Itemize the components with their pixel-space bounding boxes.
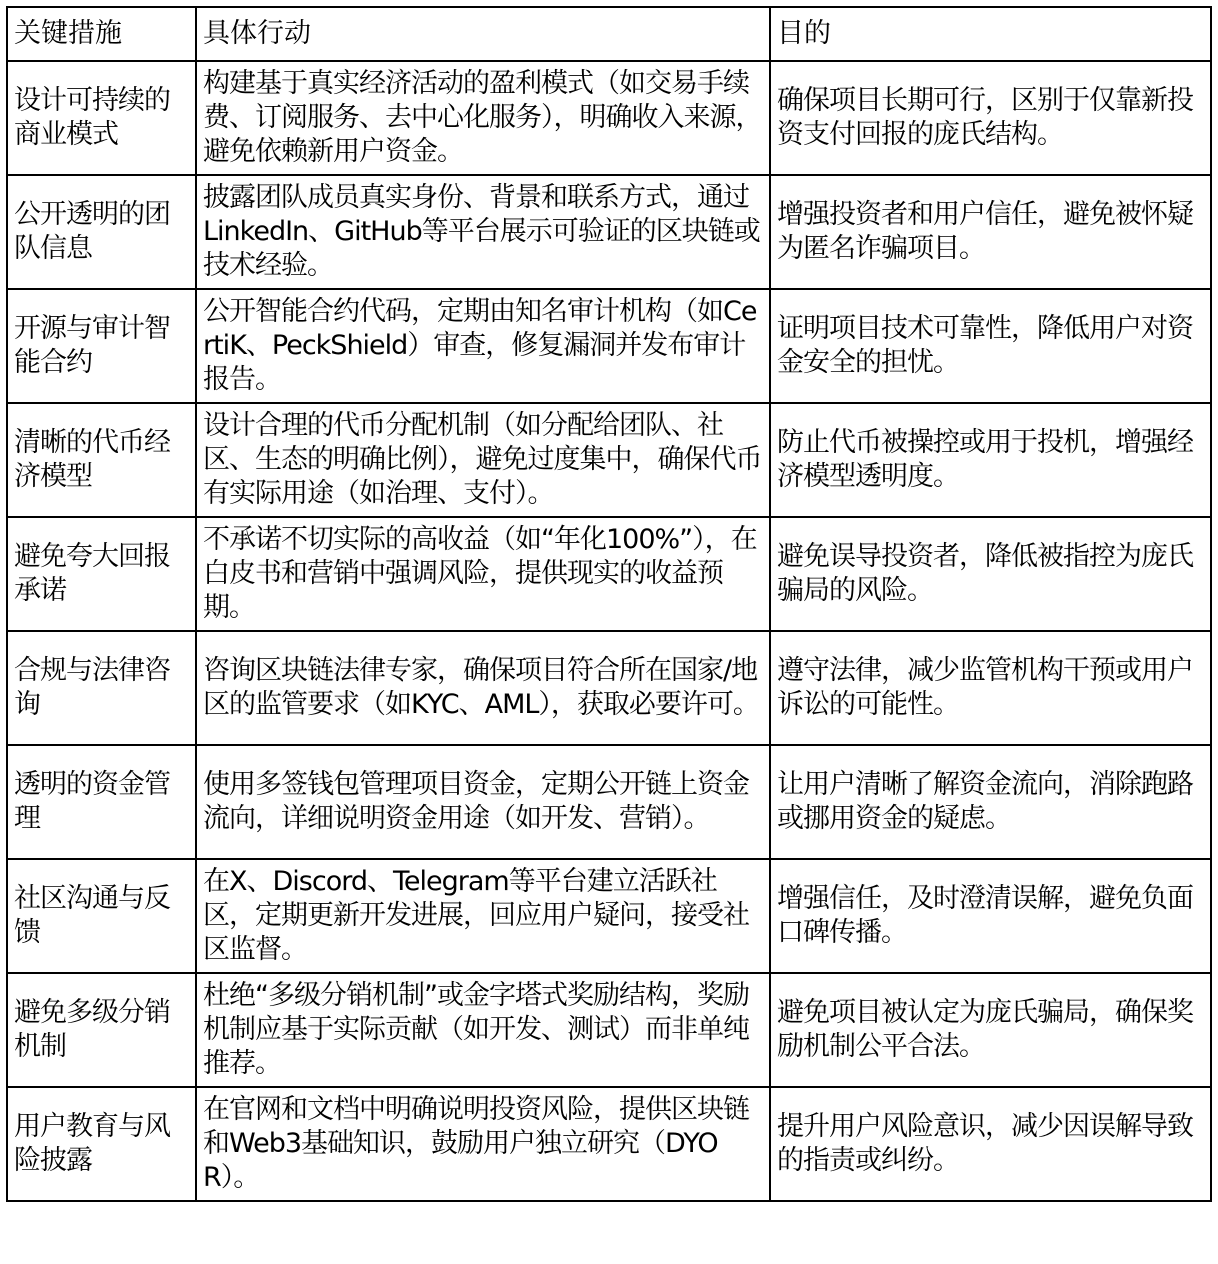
table-row [7,859,1211,973]
action-cell: 构建基于真实经济活动的盈利模式（如交易手续费、订阅服务、去中心化服务），明确收入来源，避免依赖新用户资金。 [196,61,770,175]
measure-cell: 社区沟通与反馈 [7,859,196,973]
table-row [7,1087,1211,1201]
measures-table [6,6,1212,1202]
table-row [7,631,1211,745]
action-cell: 杜绝“多级分销机制”或金字塔式奖励结构，奖励机制应基于实际贡献（如开发、测试）而非单纯推荐。 [196,973,770,1087]
purpose-cell: 确保项目长期可行，区别于仅靠新投资支付回报的庞氏结构。 [770,61,1211,175]
document-page [6,6,1210,1202]
action-cell: 设计合理的代币分配机制（如分配给团队、社区、生态的明确比例），避免过度集中，确保代币有实际用途（如治理、支付）。 [196,403,770,517]
measure-cell: 设计可持续的商业模式 [7,61,196,175]
measure-cell: 合规与法律咨询 [7,631,196,745]
table-row [7,289,1211,403]
header-action: 具体行动 [196,7,770,61]
table-row [7,403,1211,517]
purpose-cell: 增强投资者和用户信任，避免被怀疑为匿名诈骗项目。 [770,175,1211,289]
header-measure: 关键措施 [7,7,196,61]
measure-cell: 透明的资金管理 [7,745,196,859]
action-cell: 咨询区块链法律专家，确保项目符合所在国家/地区的监管要求（如KYC、AML），获取必要许可。 [196,631,770,745]
table-row [7,973,1211,1087]
measure-cell: 避免多级分销机制 [7,973,196,1087]
measure-cell: 清晰的代币经济模型 [7,403,196,517]
table-row [7,745,1211,859]
measure-cell: 公开透明的团队信息 [7,175,196,289]
purpose-cell: 增强信任，及时澄清误解，避免负面口碑传播。 [770,859,1211,973]
purpose-cell: 提升用户风险意识，减少因误解导致的指责或纠纷。 [770,1087,1211,1201]
measure-cell: 开源与审计智能合约 [7,289,196,403]
table-row [7,61,1211,175]
action-cell: 在官网和文档中明确说明投资风险，提供区块链和Web3基础知识，鼓励用户独立研究（DYOR）。 [196,1087,770,1201]
table-row [7,175,1211,289]
purpose-cell: 遵守法律，减少监管机构干预或用户诉讼的可能性。 [770,631,1211,745]
action-cell: 使用多签钱包管理项目资金，定期公开链上资金流向，详细说明资金用途（如开发、营销）。 [196,745,770,859]
purpose-cell: 避免误导投资者，降低被指控为庞氏骗局的风险。 [770,517,1211,631]
action-cell: 不承诺不切实际的高收益（如“年化100%”），在白皮书和营销中强调风险，提供现实的收益预期。 [196,517,770,631]
action-cell: 披露团队成员真实身份、背景和联系方式，通过LinkedIn、GitHub等平台展示可验证的区块链或技术经验。 [196,175,770,289]
action-cell: 在X、Discord、Telegram等平台建立活跃社区，定期更新开发进展，回应用户疑问，接受社区监督。 [196,859,770,973]
purpose-cell: 让用户清晰了解资金流向，消除跑路或挪用资金的疑虑。 [770,745,1211,859]
purpose-cell: 避免项目被认定为庞氏骗局，确保奖励机制公平合法。 [770,973,1211,1087]
measure-cell: 避免夸大回报承诺 [7,517,196,631]
purpose-cell: 证明项目技术可靠性，降低用户对资金安全的担忧。 [770,289,1211,403]
table-row [7,517,1211,631]
purpose-cell: 防止代币被操控或用于投机，增强经济模型透明度。 [770,403,1211,517]
action-cell: 公开智能合约代码，定期由知名审计机构（如CertiK、PeckShield）审查，修复漏洞并发布审计报告。 [196,289,770,403]
table-header-row [7,7,1211,61]
measure-cell: 用户教育与风险披露 [7,1087,196,1201]
header-purpose: 目的 [770,7,1211,61]
